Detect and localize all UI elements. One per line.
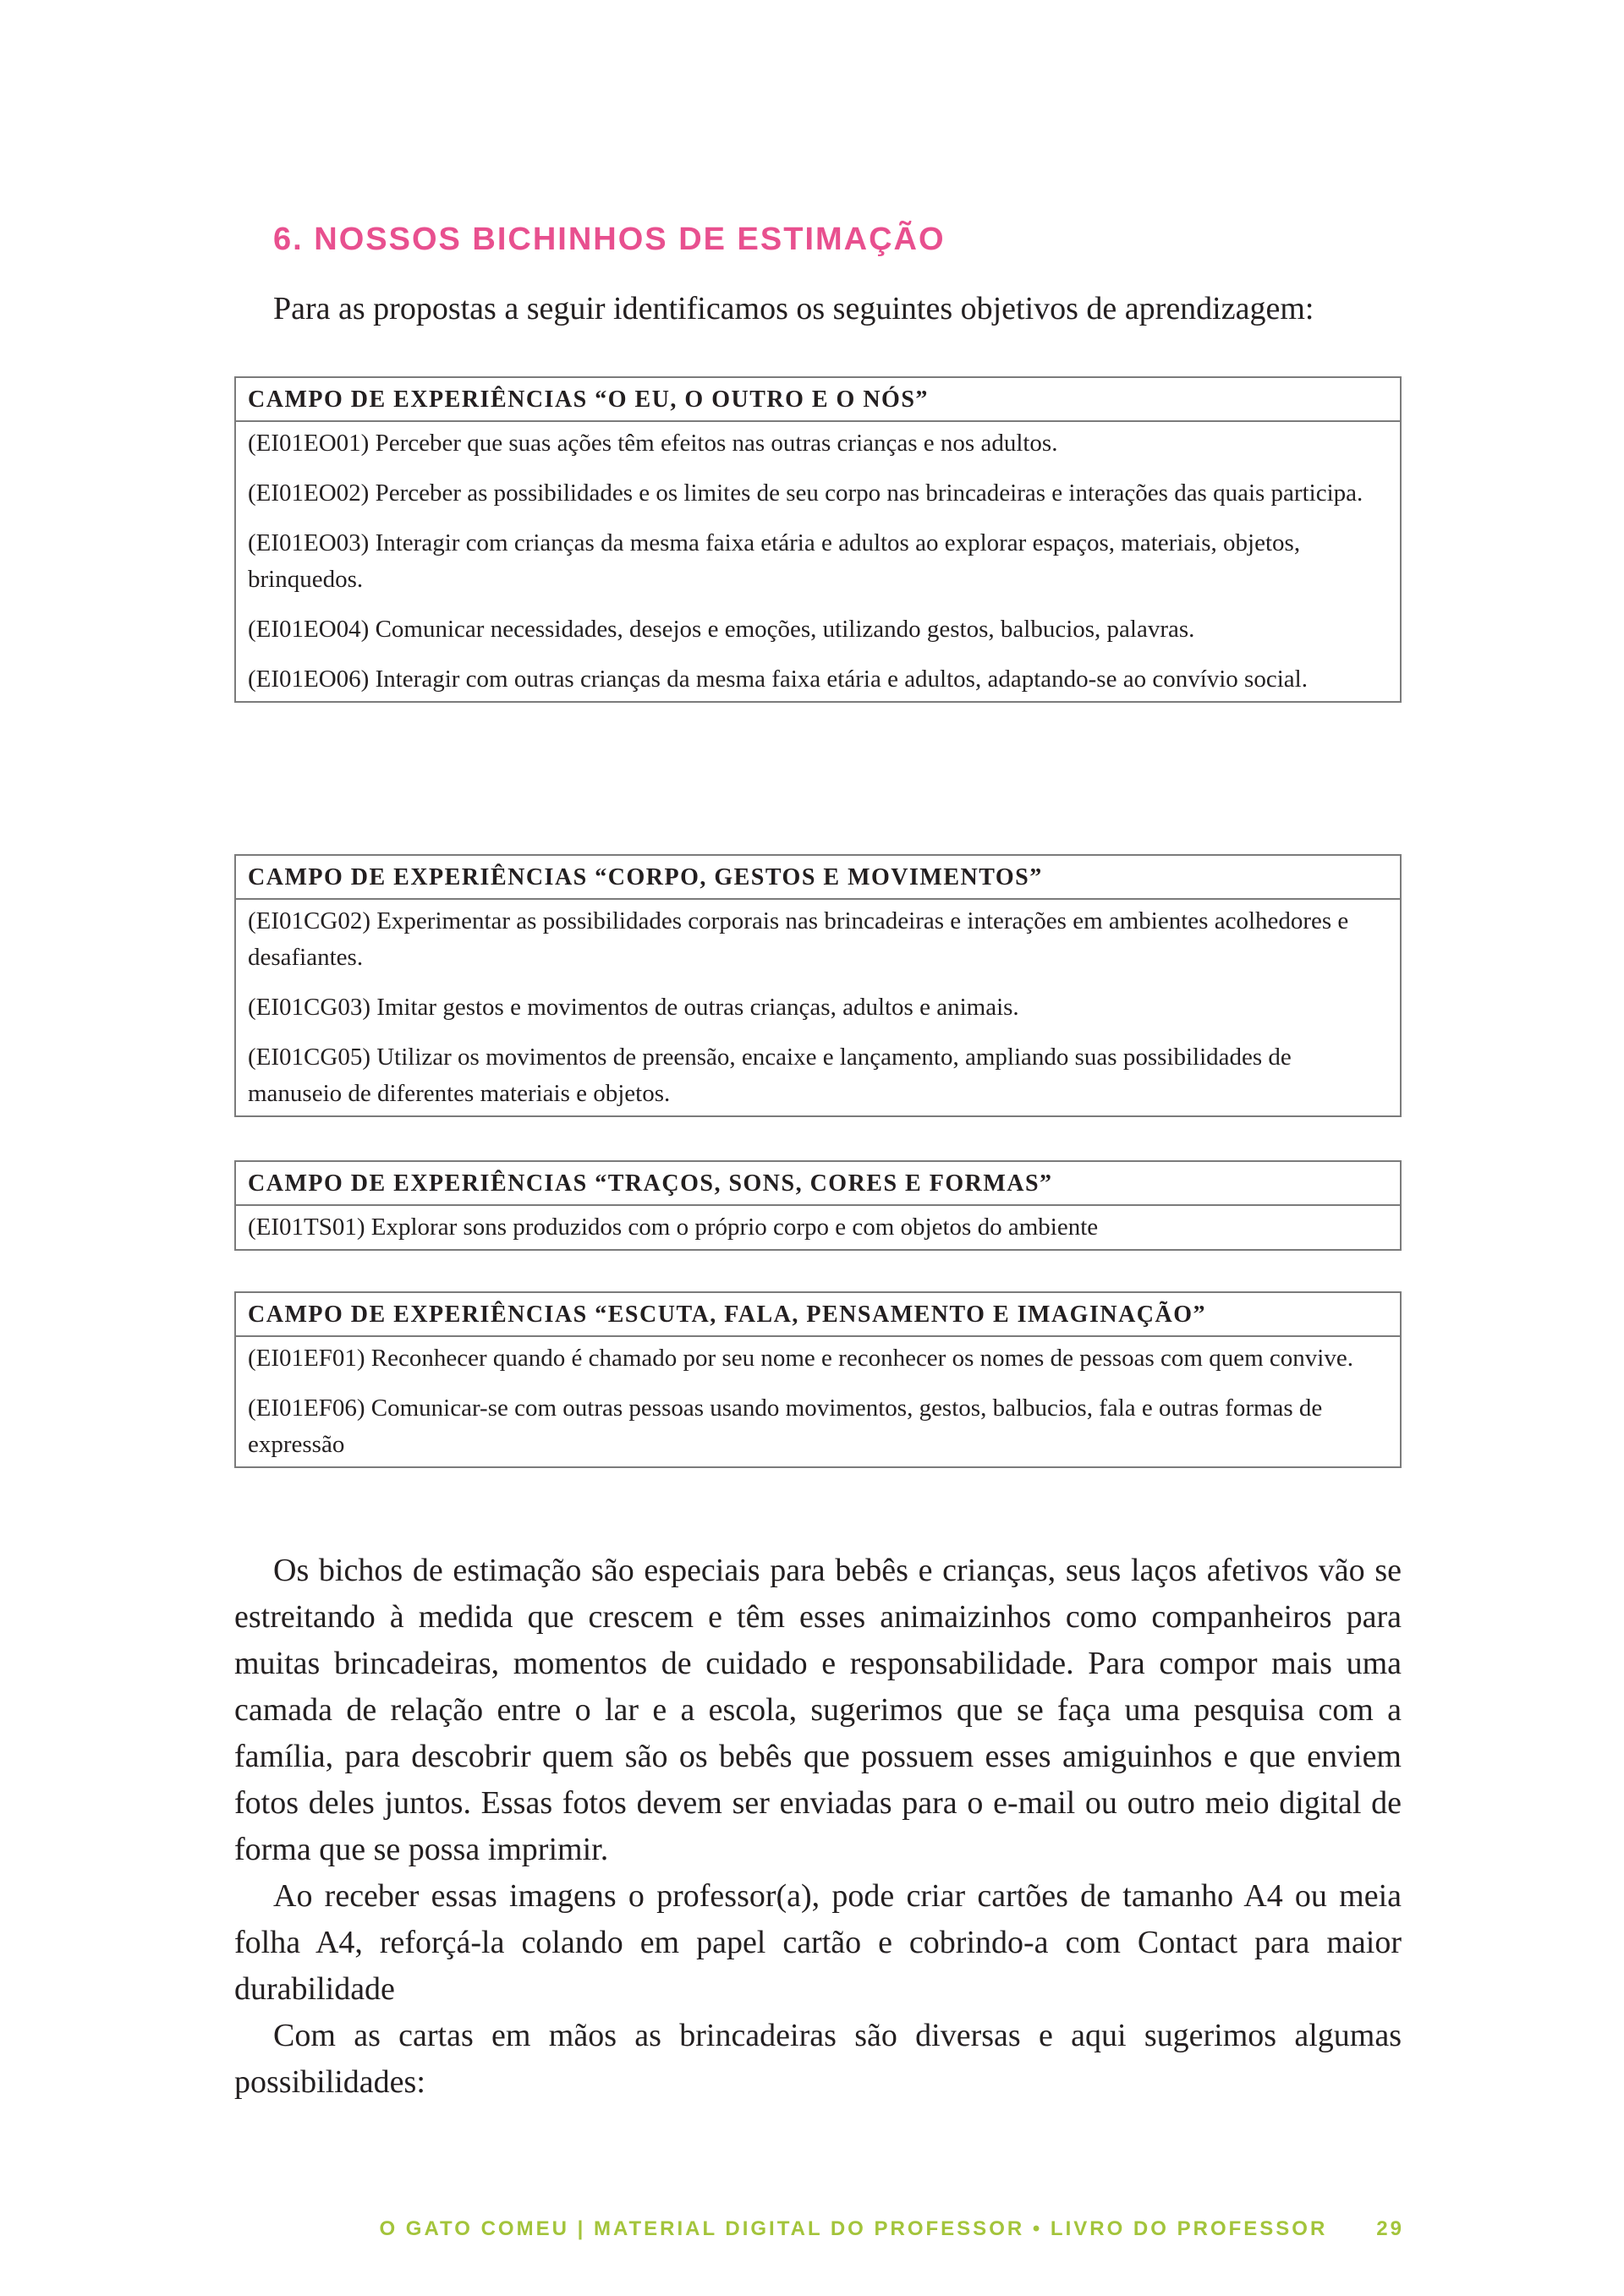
objective-item: (EI01EO03) Interagir com crianças da mesma faixa etária e adultos ao explorar espaços, materiais, objetos, brinquedos. xyxy=(248,529,1301,593)
objectives-box-tracos-sons xyxy=(234,1160,1402,1251)
objective-item: (EI01CG03) Imitar gestos e movimentos de outras crianças, adultos e animais. xyxy=(248,994,1019,1021)
objective-item: (EI01EO01) Perceber que suas ações têm efeitos nas outras crianças e nos adultos. xyxy=(248,430,1058,457)
body-paragraph: Com as cartas em mãos as brincadeiras são diversas e aqui sugerimos algumas possibilidades: xyxy=(234,2018,1402,2100)
objectives-box-eu-outro-nos xyxy=(234,376,1402,703)
section-intro: Para as propostas a seguir identificamos os seguintes objetivos de aprendizagem: xyxy=(273,291,1314,326)
footer-title: O GATO COMEU | MATERIAL DIGITAL DO PROFESSOR • LIVRO DO PROFESSOR xyxy=(379,2217,1328,2240)
objective-item: (EI01EO04) Comunicar necessidades, desejos e emoções, utilizando gestos, balbucios, palavras. xyxy=(248,616,1195,643)
body-text xyxy=(234,1548,1402,2106)
body-paragraph: Ao receber essas imagens o professor(a), pode criar cartões de tamanho A4 ou meia folha A4, reforçá-la colando em papel cartão e cobrindo-a com Contact para maior durabilidade xyxy=(234,1878,1402,2007)
objective-item: (EI01EF01) Reconhecer quando é chamado por seu nome e reconhecer os nomes de pessoas com quem convive. xyxy=(248,1345,1353,1372)
objective-item: (EI01EO02) Perceber as possibilidades e os limites de seu corpo nas brincadeiras e interações das quais participa. xyxy=(248,479,1363,507)
body-paragraph: Os bichos de estimação são especiais para bebês e crianças, seus laços afetivos vão se estreitando à medida que crescem e têm esses animaizinhos como companheiros para muitas brincadeiras, momentos de cuidado e responsabilidade. Para compor mais uma camada de relação entre o lar e a escola, sugerimos que se faça uma pesquisa com a família, para descobrir quem são os bebês que possuem esses amiguinhos e que enviem fotos deles juntos. Essas fotos devem ser enviadas para o e-mail ou outro meio digital de forma que se possa imprimir. xyxy=(234,1553,1402,1867)
section-title: 6. NOSSOS BICHINHOS DE ESTIMAÇÃO xyxy=(273,222,946,257)
objectives-box-heading: CAMPO DE EXPERIÊNCIAS “CORPO, GESTOS E MOVIMENTOS” xyxy=(236,856,1400,900)
objective-item: (EI01CG05) Utilizar os movimentos de preensão, encaixe e lançamento, ampliando suas possibilidades de manuseio de diferentes materiais e objetos. xyxy=(248,1044,1292,1107)
objectives-box-heading: CAMPO DE EXPERIÊNCIAS “O EU, O OUTRO E O NÓS” xyxy=(236,378,1400,422)
page-footer xyxy=(0,2217,1404,2241)
objective-item: (EI01TS01) Explorar sons produzidos com o próprio corpo e com objetos do ambiente xyxy=(248,1214,1099,1241)
objectives-box-corpo-gestos xyxy=(234,854,1402,1117)
objective-item: (EI01EO06) Interagir com outras crianças da mesma faixa etária e adultos, adaptando-se ao convívio social. xyxy=(248,666,1308,693)
objectives-box-heading: CAMPO DE EXPERIÊNCIAS “TRAÇOS, SONS, CORES E FORMAS” xyxy=(236,1162,1400,1206)
page-number: 29 xyxy=(1376,2217,1404,2240)
objectives-box-escuta-fala xyxy=(234,1291,1402,1468)
objective-item: (EI01EF06) Comunicar-se com outras pessoas usando movimentos, gestos, balbucios, fala e outras formas de expressão xyxy=(248,1395,1323,1458)
objective-item: (EI01CG02) Experimentar as possibilidades corporais nas brincadeiras e interações em ambientes acolhedores e desafiantes. xyxy=(248,907,1349,971)
objectives-box-heading: CAMPO DE EXPERIÊNCIAS “ESCUTA, FALA, PENSAMENTO E IMAGINAÇÃO” xyxy=(236,1293,1400,1337)
